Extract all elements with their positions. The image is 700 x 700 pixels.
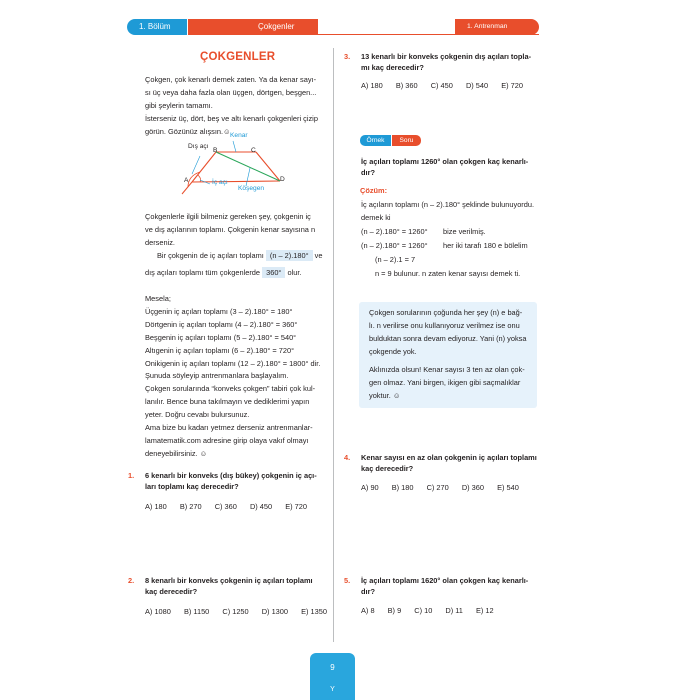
solution-line-1: İç açıların toplamı (n – 2).180° şeklinde bulunuyordu. <box>361 200 535 209</box>
solution-line-2: demek ki <box>361 213 391 222</box>
question-1-option-a[interactable]: A) 180 <box>145 502 167 511</box>
question-5-text <box>361 575 528 598</box>
question-2-option-b[interactable]: B) 1150 <box>183 607 210 616</box>
solution-line-6: n = 9 bulunur. n zaten kenar sayısı demek ti. <box>375 269 521 278</box>
polygon-edge-cd <box>256 152 280 181</box>
formula-interior-highlight: (n – 2).180° <box>266 250 313 261</box>
example-line-5: Onikigenin iç açıları toplamı (12 – 2).180° = 1800° dir. <box>145 359 321 368</box>
question-5-option-b[interactable]: B) 9 <box>387 606 402 615</box>
question-4-option-e[interactable]: E) 540 <box>497 483 519 492</box>
label-kosegen: Köşegen <box>238 185 265 192</box>
question-2-text <box>145 575 313 598</box>
topic-badge: Çokgenler <box>188 19 318 35</box>
info-line-2: lı. n verilirse onu kullanıyoruz verilmez ise onu <box>369 321 520 330</box>
intro-line-5: görün. Gözünüz alışsın.☺ <box>145 127 231 136</box>
question-2-options <box>145 606 338 617</box>
question-1-line-2: ları toplamı kaç derecedir? <box>145 482 239 492</box>
formula-exterior-pre: dış açıları toplamı tüm çokgenlerde <box>145 268 261 277</box>
question-5-number: 5. <box>344 576 351 585</box>
question-1-option-b[interactable]: B) 270 <box>179 502 202 511</box>
info-line-7: yoktur. ☺ <box>369 391 401 400</box>
question-3-option-b[interactable]: B) 360 <box>395 81 418 90</box>
soru-tag: Soru <box>392 135 421 146</box>
exercise-badge: 1. Antrenman <box>455 19 539 35</box>
question-1-option-d[interactable]: D) 450 <box>249 502 273 511</box>
question-5-line-2: dır? <box>361 587 375 597</box>
question-2-line-1: 8 kenarlı bir konveks çokgenin iç açıları toplamı <box>145 576 313 585</box>
info-line-3: bulduktan sonra devam ediyoruz. Yani (n) yoksa <box>369 334 527 343</box>
question-1-options <box>145 501 318 512</box>
question-5-option-a[interactable]: A) 8 <box>361 606 375 615</box>
page-letter: Y <box>330 686 335 693</box>
cozum-label: Çözüm: <box>360 186 388 195</box>
intro-line-1: Çokgen, çok kenarlı demek zaten. Ya da kenar sayı- <box>145 75 317 84</box>
question-1-line-1: 6 kenarlı bir konveks (dış bükey) çokgenin iç açı- <box>145 471 317 480</box>
question-3-line-2: mı kaç derecedir? <box>361 63 424 73</box>
question-3-option-e[interactable]: E) 720 <box>501 81 523 90</box>
question-3-number: 3. <box>344 52 351 61</box>
question-3-option-d[interactable]: D) 540 <box>465 81 489 90</box>
question-2-option-c[interactable]: C) 1250 <box>222 607 249 616</box>
question-4-number: 4. <box>344 453 351 462</box>
section-badge: 1. Bölüm <box>127 19 187 35</box>
info-box <box>359 302 537 408</box>
intro-line-4: İsterseniz üç, dört, beş ve altı kenarlı çokgenleri çizip <box>145 114 318 123</box>
question-5-option-d[interactable]: D) 11 <box>445 606 463 615</box>
question-3-text <box>361 51 531 74</box>
example-question-line-2: dır? <box>361 168 375 178</box>
label-vertex-a: A <box>184 177 189 184</box>
question-4-option-b[interactable]: B) 180 <box>391 483 414 492</box>
label-kenar: Kenar <box>230 132 248 139</box>
formula-line-exterior <box>145 267 301 278</box>
example-question <box>361 156 528 179</box>
solution-line-5: (n – 2).1 = 7 <box>375 255 416 264</box>
info-line-6: gen olmaz. Yani birgen, ikigen gibi saçmalıklar <box>369 378 521 387</box>
question-2-option-d[interactable]: D) 1300 <box>261 607 289 616</box>
question-4-option-c[interactable]: C) 270 <box>426 483 449 492</box>
example-line-9: yeter. Doğru cevabı bulursunuz. <box>145 410 250 419</box>
solution-line-3b: bize verilmiş. <box>443 227 486 236</box>
example-line-6: Şunuda söyleyip antrenmanlara başlayalım. <box>145 371 289 380</box>
example-line-10: Ama bize bu kadarı yetmez derseniz antrenmanlar- <box>145 423 313 432</box>
question-2-option-e[interactable]: E) 1350 <box>301 607 327 616</box>
example-line-8: lanılır. Bence buna takılmayın ve dediklerimi yapın <box>145 397 310 406</box>
body-line-1: Çokgenlerle ilgili bilmeniz gereken şey, çokgenin iç <box>145 212 311 221</box>
question-5-options <box>361 605 505 616</box>
question-4-text <box>361 452 537 475</box>
question-4-line-1: Kenar sayısı en az olan çokgenin iç açıları toplamı <box>361 453 537 462</box>
label-vertex-d: D <box>280 176 285 183</box>
body-line-2: ve dış açılarının toplamı. Çokgenin kenar sayısına n <box>145 225 316 234</box>
question-2-line-2: kaç derecedir? <box>145 587 198 597</box>
example-line-2: Dörtgenin iç açıları toplamı (4 – 2).180° = 360° <box>145 320 298 329</box>
question-1-text <box>145 470 317 493</box>
label-ic-aci: İç açı <box>212 179 228 186</box>
question-3-options <box>361 80 534 91</box>
question-2-number: 2. <box>128 576 135 585</box>
solution-line-3a: (n – 2).180° = 1260° <box>361 227 428 236</box>
page-number-tab <box>310 653 355 700</box>
question-4-line-2: kaç derecedir? <box>361 464 414 474</box>
example-line-7: Çokgen sorularında “konveks çokgen” tabiri çok kul- <box>145 384 316 393</box>
formula-interior-post: ve <box>314 251 323 260</box>
formula-line-interior <box>157 250 322 261</box>
formula-exterior-highlight: 360° <box>262 267 285 278</box>
question-4-options <box>361 482 530 493</box>
body-line-3: derseniz. <box>145 238 175 247</box>
example-line-11: lamatematik.com adresine girip olaya vakıf olmayı <box>145 436 309 445</box>
example-line-3: Beşgenin iç açıları toplamı (5 – 2).180° = 540° <box>145 333 297 342</box>
solution-line-4b: her iki tarafı 180 e bölelim <box>443 241 528 250</box>
question-1-number: 1. <box>128 471 135 480</box>
header-line <box>188 34 539 35</box>
page-number: 9 <box>330 663 335 672</box>
page-title: ÇOKGENLER <box>200 51 276 63</box>
dis-aci-pointer <box>192 156 200 174</box>
question-4-option-a[interactable]: A) 90 <box>361 483 379 492</box>
info-line-1: Çokgen sorularının çoğunda her şey (n) e bağ- <box>369 308 523 317</box>
example-question-line-1: İç açıları toplamı 1260° olan çokgen kaç kenarlı- <box>361 157 529 166</box>
example-line-4: Altıgenin iç açıları toplamı (6 – 2).180° = 720° <box>145 346 295 355</box>
intro-line-2: sı üç veya daha fazla olan üçgen, dörtgen, beşgen... <box>145 88 317 97</box>
intro-line-3: gibi şeylerin tamamı. <box>145 101 213 110</box>
question-3-option-c[interactable]: C) 450 <box>430 81 453 90</box>
question-3-line-1: 13 kenarlı bir konveks çokgenin dış açıları topla- <box>361 52 532 61</box>
formula-exterior-post: olur. <box>287 268 302 277</box>
question-1-option-e[interactable]: E) 720 <box>285 502 307 511</box>
kenar-pointer <box>233 141 236 152</box>
label-vertex-c: C <box>251 147 256 154</box>
example-line-1: Üçgenin iç açıları toplamı (3 – 2).180° = 180° <box>145 307 293 316</box>
label-vertex-b: B <box>213 147 218 154</box>
formula-interior-pre: Bir çokgenin de iç açıları toplamı <box>157 251 264 260</box>
example-line-12: deneyebilirsiniz. ☺ <box>145 449 208 458</box>
question-3-option-a[interactable]: A) 180 <box>361 81 383 90</box>
question-5-option-e[interactable]: E) 12 <box>475 606 494 615</box>
question-4-option-d[interactable]: D) 360 <box>461 483 485 492</box>
question-5-line-1: İç açıları toplamı 1620° olan çokgen kaç kenarlı- <box>361 576 529 585</box>
ornek-tag: Örnek <box>360 135 391 146</box>
example-line-0: Mesela; <box>145 294 171 303</box>
info-line-5: Aklınızda olsun! Kenar sayısı 3 ten az olan çok- <box>369 365 525 374</box>
info-line-4: çokgende yok. <box>369 347 417 356</box>
solution-line-4a: (n – 2).180° = 1260° <box>361 241 428 250</box>
label-dis-aci: Dış açı <box>188 143 209 150</box>
interior-angle-arc <box>198 175 201 182</box>
question-2-option-a[interactable]: A) 1080 <box>145 607 171 616</box>
question-1-option-c[interactable]: C) 360 <box>214 502 237 511</box>
question-5-option-c[interactable]: C) 10 <box>414 606 433 615</box>
column-divider <box>333 48 334 642</box>
